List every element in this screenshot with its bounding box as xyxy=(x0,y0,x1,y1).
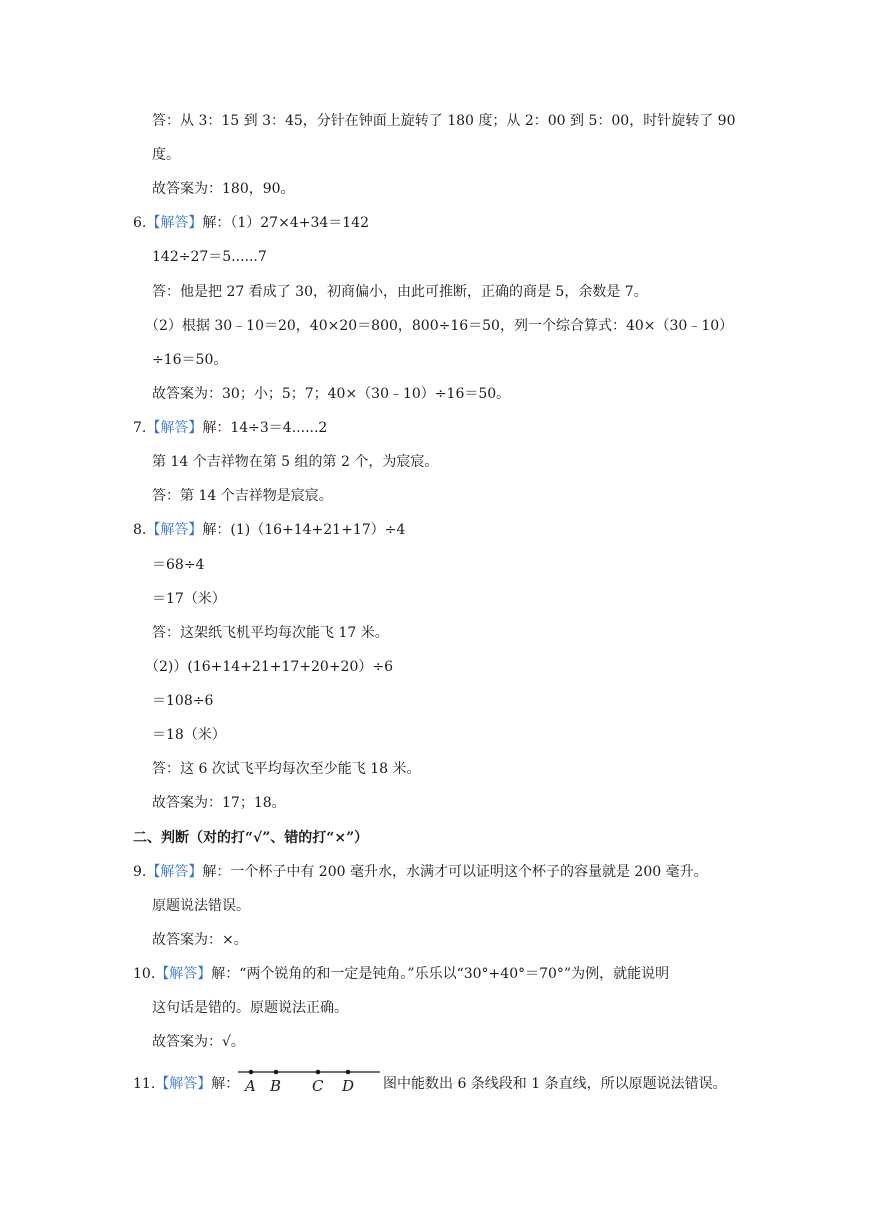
q7-head-text: 解：14÷3＝4......2 xyxy=(202,420,328,436)
q8-step1: ＝68÷4 xyxy=(152,557,205,573)
q10-number: 10. xyxy=(133,966,156,982)
q7-number: 7. xyxy=(133,420,147,436)
point-c xyxy=(316,1070,321,1075)
q8-solution-tag[interactable]: 【解答】 xyxy=(146,522,203,538)
point-a-label: A xyxy=(245,1077,256,1095)
q6-part2-line1: （2）根据 30﹣10＝20，40×20＝800，800÷16＝50，列一个综合算式：40×（30﹣10） xyxy=(145,318,734,334)
q7-line1: 第 14 个吉祥物在第 5 组的第 2 个，为宸宸。 xyxy=(152,454,439,470)
q9-head-text: 解：一个杯子中有 200 毫升水，水满才可以证明这个杯子的容量就是 200 毫升。 xyxy=(202,864,708,880)
section2-title: 二、判断（对的打“√”、错的打“×”） xyxy=(133,830,369,846)
q8-number: 8. xyxy=(133,522,147,538)
q10-head xyxy=(133,964,669,984)
point-d-label: D xyxy=(342,1077,355,1095)
q11-solution-tag[interactable]: 【解答】 xyxy=(155,1076,212,1092)
q9-head xyxy=(133,862,708,882)
q10-solution-tag[interactable]: 【解答】 xyxy=(155,966,212,982)
q5-answer-line2: 度。 xyxy=(152,147,180,163)
q7-answer: 答：第 14 个吉祥物是宸宸。 xyxy=(152,488,333,504)
q11-text: 图中能数出 6 条线段和 1 条直线，所以原题说法错误。 xyxy=(383,1076,727,1092)
q8-head xyxy=(133,520,405,540)
q7-solution-tag[interactable]: 【解答】 xyxy=(146,420,203,436)
q6-answer: 答：他是把 27 看成了 30，初商偏小，由此可推断，正确的商是 5，余数是 7。 xyxy=(152,284,648,300)
q6-final-answer: 故答案为：30；小；5；7；40×（30﹣10）÷16＝50。 xyxy=(152,386,511,402)
point-c-label: C xyxy=(312,1077,324,1095)
point-d xyxy=(346,1070,351,1075)
q8-step4: ＝18（米） xyxy=(152,727,226,743)
q11-head-text: 解： xyxy=(211,1076,240,1092)
q6-number: 6. xyxy=(133,215,147,231)
q9-final-answer: 故答案为：×。 xyxy=(152,932,248,948)
q8-step3: ＝108÷6 xyxy=(152,693,214,709)
q9-number: 9. xyxy=(133,864,147,880)
q8-part2: （2)）(16+14+21+17+20+20）÷6 xyxy=(145,659,394,675)
q10-final-answer: 故答案为：√。 xyxy=(152,1034,245,1050)
point-b-label: B xyxy=(270,1077,282,1095)
line-segment-figure xyxy=(236,1064,382,1098)
q9-solution-tag[interactable]: 【解答】 xyxy=(146,864,203,880)
q7-head xyxy=(133,418,327,438)
q5-final-answer: 故答案为：180，90。 xyxy=(152,181,295,197)
q8-answer1: 答：这架纸飞机平均每次能飞 17 米。 xyxy=(152,625,389,641)
q9-line2: 原题说法错误。 xyxy=(152,898,250,914)
q11-number: 11. xyxy=(133,1076,156,1092)
q6-part2-line2: ÷16＝50。 xyxy=(152,352,228,368)
q8-head-text: 解：(1)（16+14+21+17）÷4 xyxy=(202,522,406,538)
q10-line2: 这句话是错的。原题说法正确。 xyxy=(152,1000,348,1016)
q6-head xyxy=(133,213,369,233)
q6-calc: 142÷27＝5......7 xyxy=(152,249,267,265)
q8-answer2: 答：这 6 次试飞平均每次至少能飞 18 米。 xyxy=(152,761,421,777)
q6-solution-tag[interactable]: 【解答】 xyxy=(146,215,203,231)
q6-head-text: 解：（1）27×4+34＝142 xyxy=(202,215,369,231)
q8-step2: ＝17（米） xyxy=(152,591,226,607)
q5-answer-line1: 答：从 3：15 到 3：45，分针在钟面上旋转了 180 度；从 2：00 到 5：00，时针旋转了 90 xyxy=(152,113,736,129)
point-a xyxy=(249,1070,254,1075)
q8-final-answer: 故答案为：17；18。 xyxy=(152,795,286,811)
q11-head xyxy=(133,1074,239,1094)
q10-head-text: 解：“两个锐角的和一定是钝角。”乐乐以“30°+40°＝70°”为例，就能说明 xyxy=(211,966,670,982)
point-b xyxy=(274,1070,279,1075)
